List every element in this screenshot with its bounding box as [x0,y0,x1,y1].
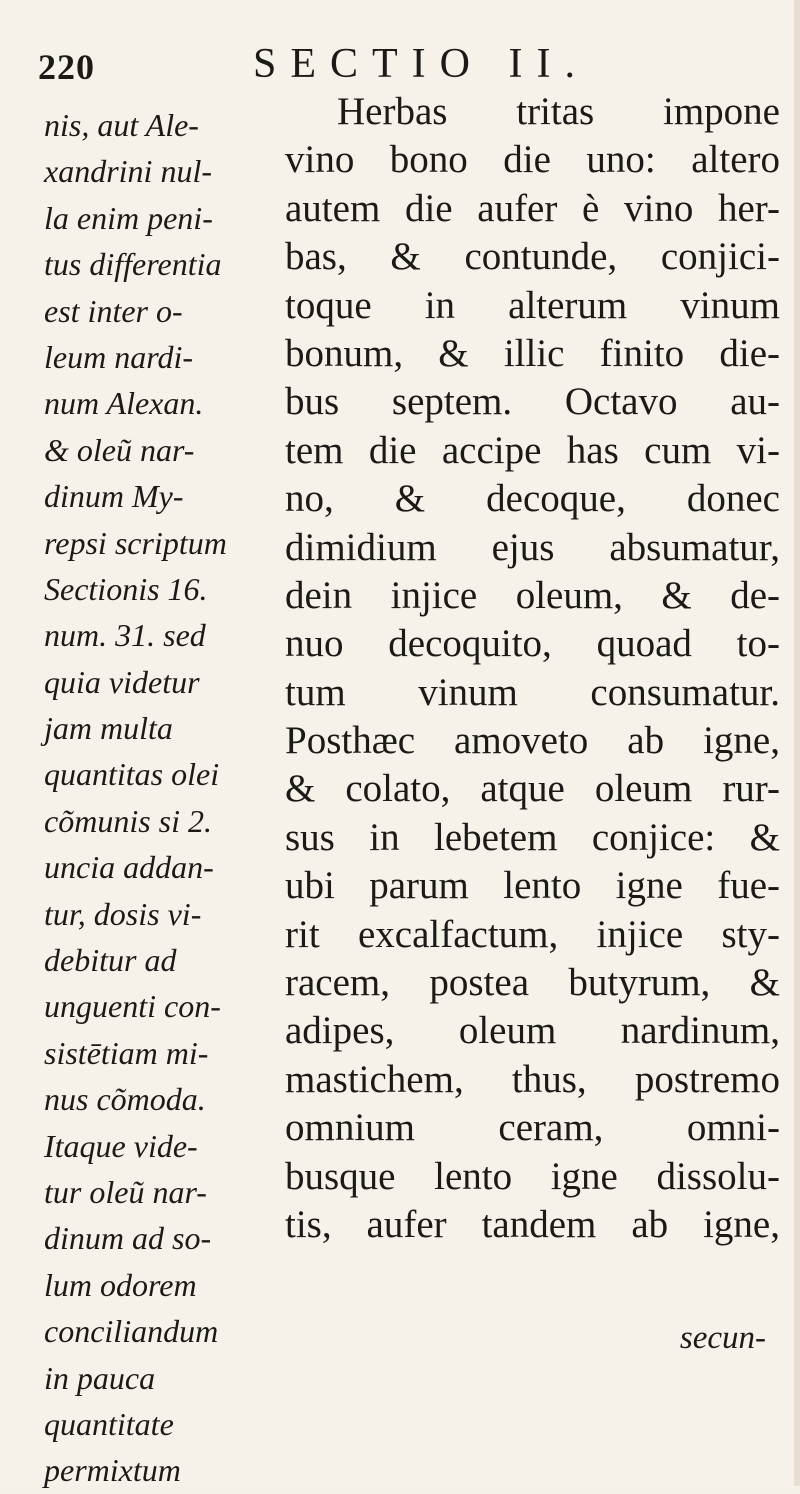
marginal-note-line: jam multa [44,710,173,747]
marginal-note-line: quantitas olei [44,756,220,793]
main-text-block [285,88,780,1249]
marginal-note-line: sistētiam mi- [44,1034,209,1071]
marginal-note-line: num. 31. sed [44,617,206,654]
marginal-note-line: quantitate [44,1405,174,1442]
main-text-line: nuo decoquito, quoad to- [285,622,780,666]
main-text-line: toque in alterum vinum [285,283,780,327]
marginal-note-line: nus cõmoda. [44,1081,206,1118]
marginal-note-line: Itaque vide- [44,1127,198,1164]
main-text-line: ubi parum lento igne fue- [285,864,780,908]
main-text-line: busque lento igne dissolu- [285,1154,780,1198]
marginal-note-line: quia videtur [44,663,200,700]
marginal-note-line: cõmunis si 2. [44,802,212,839]
marginal-note-line: num Alexan. [44,385,204,422]
main-text-line: dimidium ejus absumatur, [285,525,780,569]
marginal-note-line: dinum ad so- [44,1220,212,1257]
main-text-line: mastichem, thus, postremo [285,1057,780,1101]
main-text-line: bas, & contunde, conjici- [285,235,780,279]
main-text-line: tum vinum consumatur. [285,670,780,714]
marginal-note-line: tur oleũ nar- [44,1173,207,1210]
main-text-line: & colato, atque oleum rur- [285,767,780,811]
main-text-line: racem, postea butyrum, & [285,961,780,1005]
marginal-note-line: nis, aut Ale- [44,107,199,143]
marginal-note-line: Sectionis 16. [44,570,208,607]
main-text-line: vino bono die uno: altero [285,138,780,182]
marginal-note-line: in pauca [44,1359,156,1396]
marginal-note-line: & oleũ nar- [44,431,195,468]
marginal-note-line: uncia addan- [44,849,214,886]
marginal-note-line: debitur ad [44,942,177,979]
marginal-note-line: xandrini nul- [44,153,212,190]
page-number: 220 [38,47,95,87]
marginal-note [44,102,269,1494]
marginal-note-line: permixtum [44,1452,181,1489]
marginal-note-line: lum odorem [44,1266,197,1303]
marginal-note-line: est inter o- [44,292,183,329]
main-text-line: no, & decoque, donec [285,477,780,521]
marginal-note-line: conciliandum [44,1313,219,1350]
marginal-note-line: leum nardi- [44,338,194,375]
marginal-note-line: repsi scriptum [44,524,227,561]
catchword: secun- [679,1320,766,1356]
marginal-note-line: dinum My- [44,478,184,515]
main-text-line: Posthæc amoveto ab igne, [285,719,780,763]
marginal-note-line: unguenti con- [44,988,221,1025]
marginal-note-line: la enim peni- [44,199,213,236]
main-text-line: omnium ceram, omni- [285,1106,780,1150]
main-text-line: bus septem. Octavo au- [285,380,780,424]
running-head: SECTIO II. [253,41,589,87]
marginal-note-line: tur, dosis vi- [44,895,202,932]
marginal-note-line: tus differentia [44,246,222,283]
main-text-line: adipes, oleum nardinum, [285,1009,780,1053]
main-text-line: rit excalfactum, injice sty- [285,912,780,956]
main-text-line: autem die aufer è vino her- [285,186,780,230]
page-header [38,40,778,90]
main-text-line: sus in lebetem conjice: & [285,815,780,859]
main-text-line: Herbas tritas impone [337,90,780,133]
main-text-line: tis, aufer tandem ab igne, [285,1202,780,1246]
main-text-line: bonum, & illic finito die- [285,331,780,375]
main-text-line: tem die accipe has cum vi- [285,428,780,472]
main-text-line: dein injice oleum, & de- [285,573,780,617]
page-edge [794,0,800,1486]
